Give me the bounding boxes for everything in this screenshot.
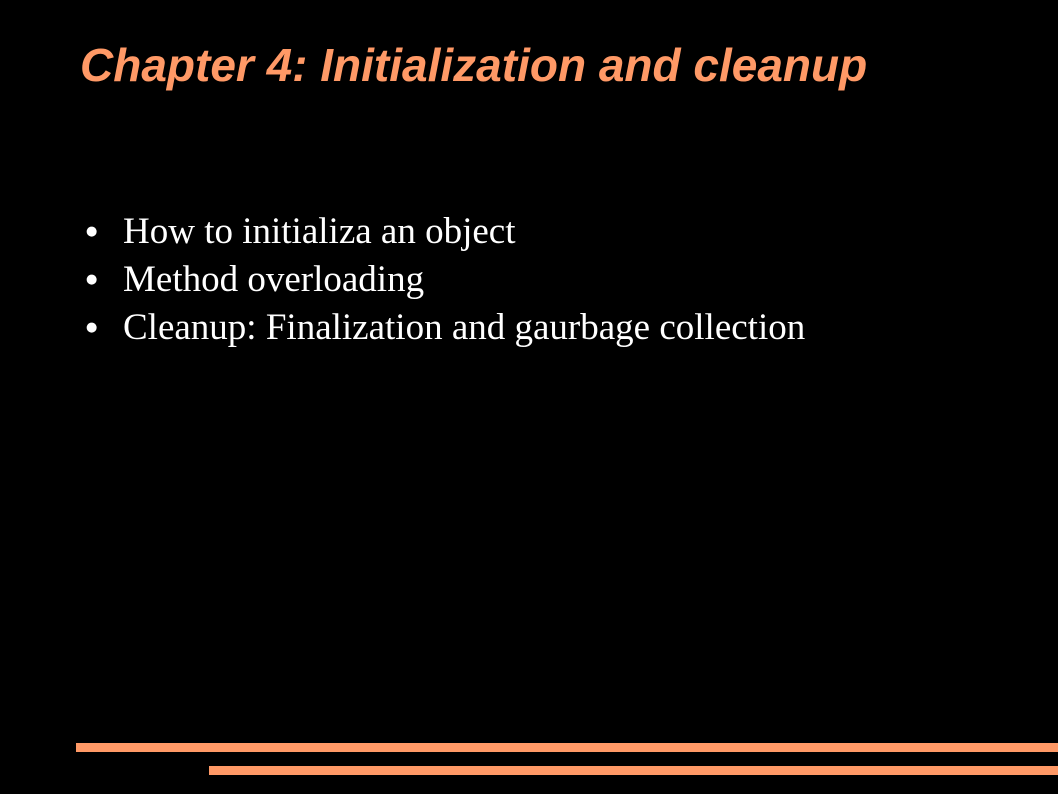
bullet-text: Cleanup: Finalization and gaurbage collection <box>123 307 806 348</box>
bullet-icon: ● <box>86 224 98 239</box>
bullet-icon: ● <box>86 320 98 335</box>
bullet-text: How to initializa an object <box>123 211 516 252</box>
slide-title: Chapter 4: Initialization and cleanup <box>80 39 868 91</box>
bullet-icon: ● <box>86 272 98 287</box>
decorative-bar-top <box>76 743 1058 752</box>
decorative-bar-bottom <box>209 766 1058 775</box>
bullet-text: Method overloading <box>123 259 425 300</box>
